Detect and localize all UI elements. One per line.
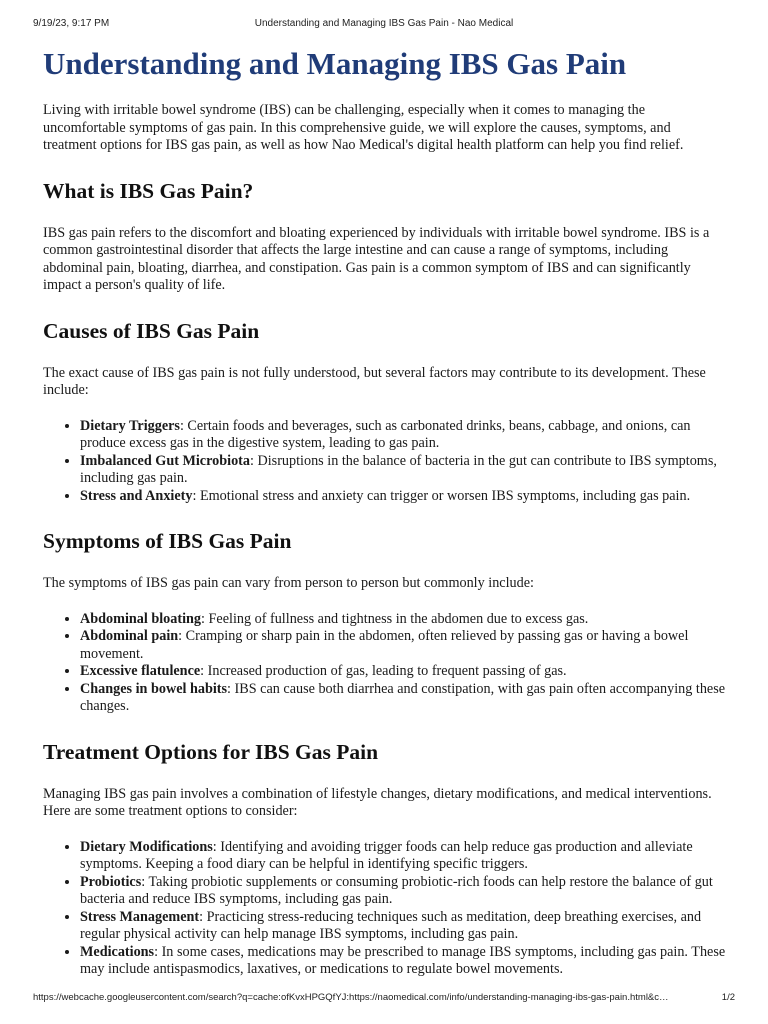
print-timestamp: 9/19/23, 9:17 PM: [33, 18, 110, 29]
list-item: [80, 874, 726, 909]
list-item-term: Stress Management: [80, 908, 200, 925]
list-item: [80, 944, 726, 979]
print-footer: [33, 992, 735, 1006]
treatment-list: [43, 839, 726, 979]
list-item-text: : Feeling of fullness and tightness in the abdomen due to excess gas.: [201, 610, 589, 627]
print-url[interactable]: https://webcache.googleusercontent.com/search?q=cache:ofKvxHPGQfYJ:https://naomedical.com/info/understanding-managing-ibs-gas-pain.html&c…: [33, 992, 669, 1003]
list-item: [80, 418, 726, 453]
article: [43, 40, 726, 979]
list-item-term: Excessive flatulence: [80, 663, 201, 679]
print-page-title: Understanding and Managing IBS Gas Pain - Nao Medical: [254, 18, 514, 29]
treatment-paragraph: Managing IBS gas pain involves a combination of lifestyle changes, dietary modifications, and medical interventions. Here are some treatment options to consider:: [43, 785, 712, 819]
list-item-term: Changes in bowel habits: [80, 680, 228, 697]
list-item-term: Medications: [80, 943, 155, 960]
list-item: [80, 611, 726, 629]
intro-paragraph: Living with irritable bowel syndrome (IBS) can be challenging, especially when it comes to managing the uncomfortable symptoms of gas pain. In this comprehensive guide, we will explore the causes, symptoms, and treatment options for IBS gas pain, as well as how Nao Medical's digital health platform can help you find relief.: [43, 102, 684, 153]
list-item-text: : Certain foods and beverages, such as carbonated drinks, beans, cabbage, and onions, can produce excess gas in the digestive system, leading to gas pain.: [80, 417, 691, 451]
list-item: [80, 909, 726, 944]
list-item-text: : Emotional stress and anxiety can trigger or worsen IBS symptoms, including gas pain.: [192, 487, 691, 504]
list-item: [80, 628, 726, 663]
list-item-term: Imbalanced Gut Microbiota: [80, 452, 250, 469]
list-item-term: Dietary Triggers: [80, 417, 180, 434]
list-item-text: : In some cases, medications may be prescribed to manage IBS symptoms, including gas pain. These may include antispasmodics, laxatives, or medications to regulate bowel movements.: [80, 943, 726, 977]
list-item: [80, 681, 726, 716]
list-item-term: Stress and Anxiety: [80, 487, 193, 504]
section-heading-causes: Causes of IBS Gas Pain: [43, 318, 260, 343]
symptoms-paragraph: The symptoms of IBS gas pain can vary from person to person but commonly include:: [43, 575, 534, 591]
list-item-term: Abdominal pain: [80, 628, 179, 644]
section-heading-treatment: Treatment Options for IBS Gas Pain: [43, 739, 379, 764]
what-is-paragraph: IBS gas pain refers to the discomfort and bloating experienced by individuals with irritable bowel syndrome. IBS is a common gastrointestinal disorder that affects the large intestine and can cause a range of symptoms, including abdominal pain, bloating, diarrhea, and constipation. Gas pain is a common symptom of IBS and can significantly impact a person's quality of life.: [43, 224, 710, 293]
symptoms-list: [43, 611, 726, 716]
causes-list: [43, 418, 726, 506]
list-item-term: Dietary Modifications: [80, 838, 213, 855]
list-item-text: : Taking probiotic supplements or consuming probiotic-rich foods can help restore the balance of gut bacteria and reduce IBS symptoms, including gas pain.: [80, 873, 713, 907]
section-heading-symptoms: Symptoms of IBS Gas Pain: [43, 529, 292, 553]
section-heading-what-is: What is IBS Gas Pain?: [43, 178, 254, 203]
list-item: [80, 839, 726, 874]
list-item-text: : Disruptions in the balance of bacteria in the gut can contribute to IBS symptoms, including gas pain.: [80, 452, 717, 486]
list-item: [80, 488, 726, 506]
list-item-text: : Increased production of gas, leading to frequent passing of gas.: [200, 663, 567, 679]
causes-paragraph: The exact cause of IBS gas pain is not fully understood, but several factors may contribute to its development. These include:: [43, 364, 706, 398]
list-item-text: : Practicing stress-reducing techniques such as meditation, deep breathing exercises, and regular physical activity can help manage IBS symptoms, including gas pain.: [80, 908, 702, 942]
page-number: 1/2: [721, 992, 735, 1003]
list-item-text: : Identifying and avoiding trigger foods can help reduce gas production and alleviate symptoms. Keeping a food diary can be helpful in identifying specific triggers.: [80, 838, 693, 872]
list-item: [80, 663, 726, 681]
list-item-text: : IBS can cause both diarrhea and constipation, with gas pain often accompanying these changes.: [80, 680, 726, 714]
list-item-term: Probiotics: [80, 873, 142, 890]
list-item: [80, 453, 726, 488]
list-item-term: Abdominal bloating: [80, 610, 202, 627]
article-title: Understanding and Managing IBS Gas Pain: [43, 46, 627, 81]
print-header: [33, 18, 735, 32]
list-item-text: : Cramping or sharp pain in the abdomen, often relieved by passing gas or having a bowel movement.: [80, 628, 689, 662]
